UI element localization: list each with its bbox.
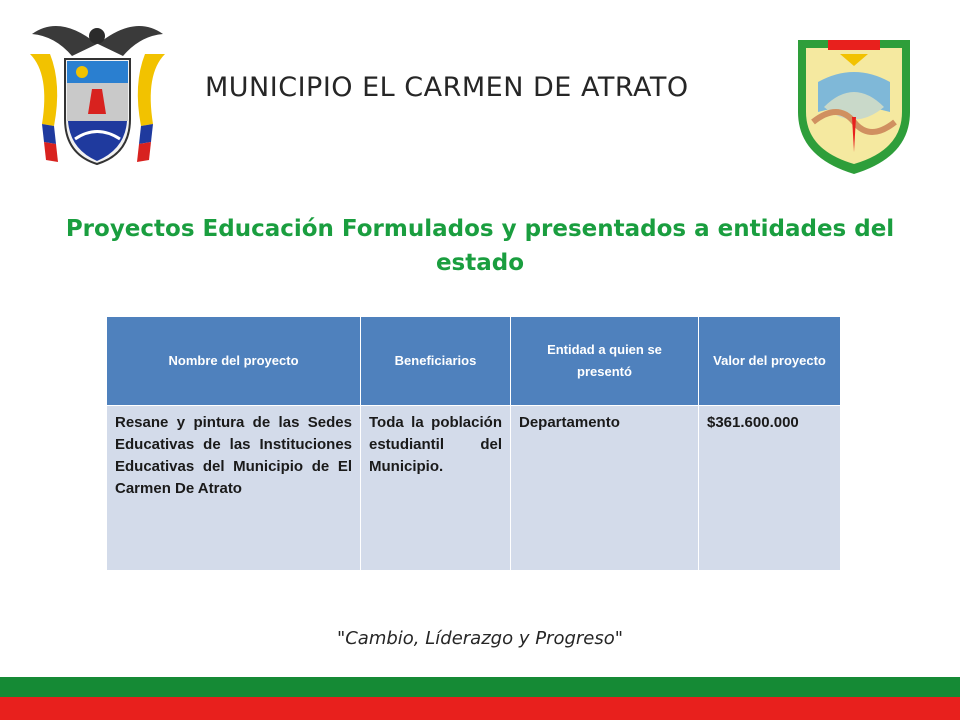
cell-nombre: Resane y pintura de las Sedes Educativas de las Instituciones Educativas del Municipio de El Carmen De Atrato: [107, 406, 361, 571]
slide-title: Proyectos Educación Formulados y presentados a entidades del estado: [65, 216, 895, 276]
cell-beneficiarios: Toda la población estudiantil del Municipio.: [361, 406, 511, 571]
municipal-shield-icon: [788, 32, 920, 177]
cell-valor: $361.600.000: [699, 406, 841, 571]
column-header-nombre: Nombre del proyecto: [107, 317, 361, 406]
table-row: [107, 406, 841, 571]
colombia-coat-of-arms-icon: [20, 14, 175, 184]
cell-entidad: Departamento: [511, 406, 699, 571]
municipality-name: MUNICIPIO EL CARMEN DE ATRATO: [205, 72, 689, 103]
flag-stripe-red: [0, 697, 960, 720]
slogan: "Cambio, Líderazgo y Progreso": [336, 628, 624, 649]
projects-table: [106, 316, 841, 571]
flag-stripe-green: [0, 677, 960, 697]
column-header-entidad: Entidad a quien se presentó: [511, 317, 699, 406]
column-header-beneficiarios: Beneficiarios: [361, 317, 511, 406]
table-header-row: [107, 317, 841, 406]
column-header-valor: Valor del proyecto: [699, 317, 841, 406]
